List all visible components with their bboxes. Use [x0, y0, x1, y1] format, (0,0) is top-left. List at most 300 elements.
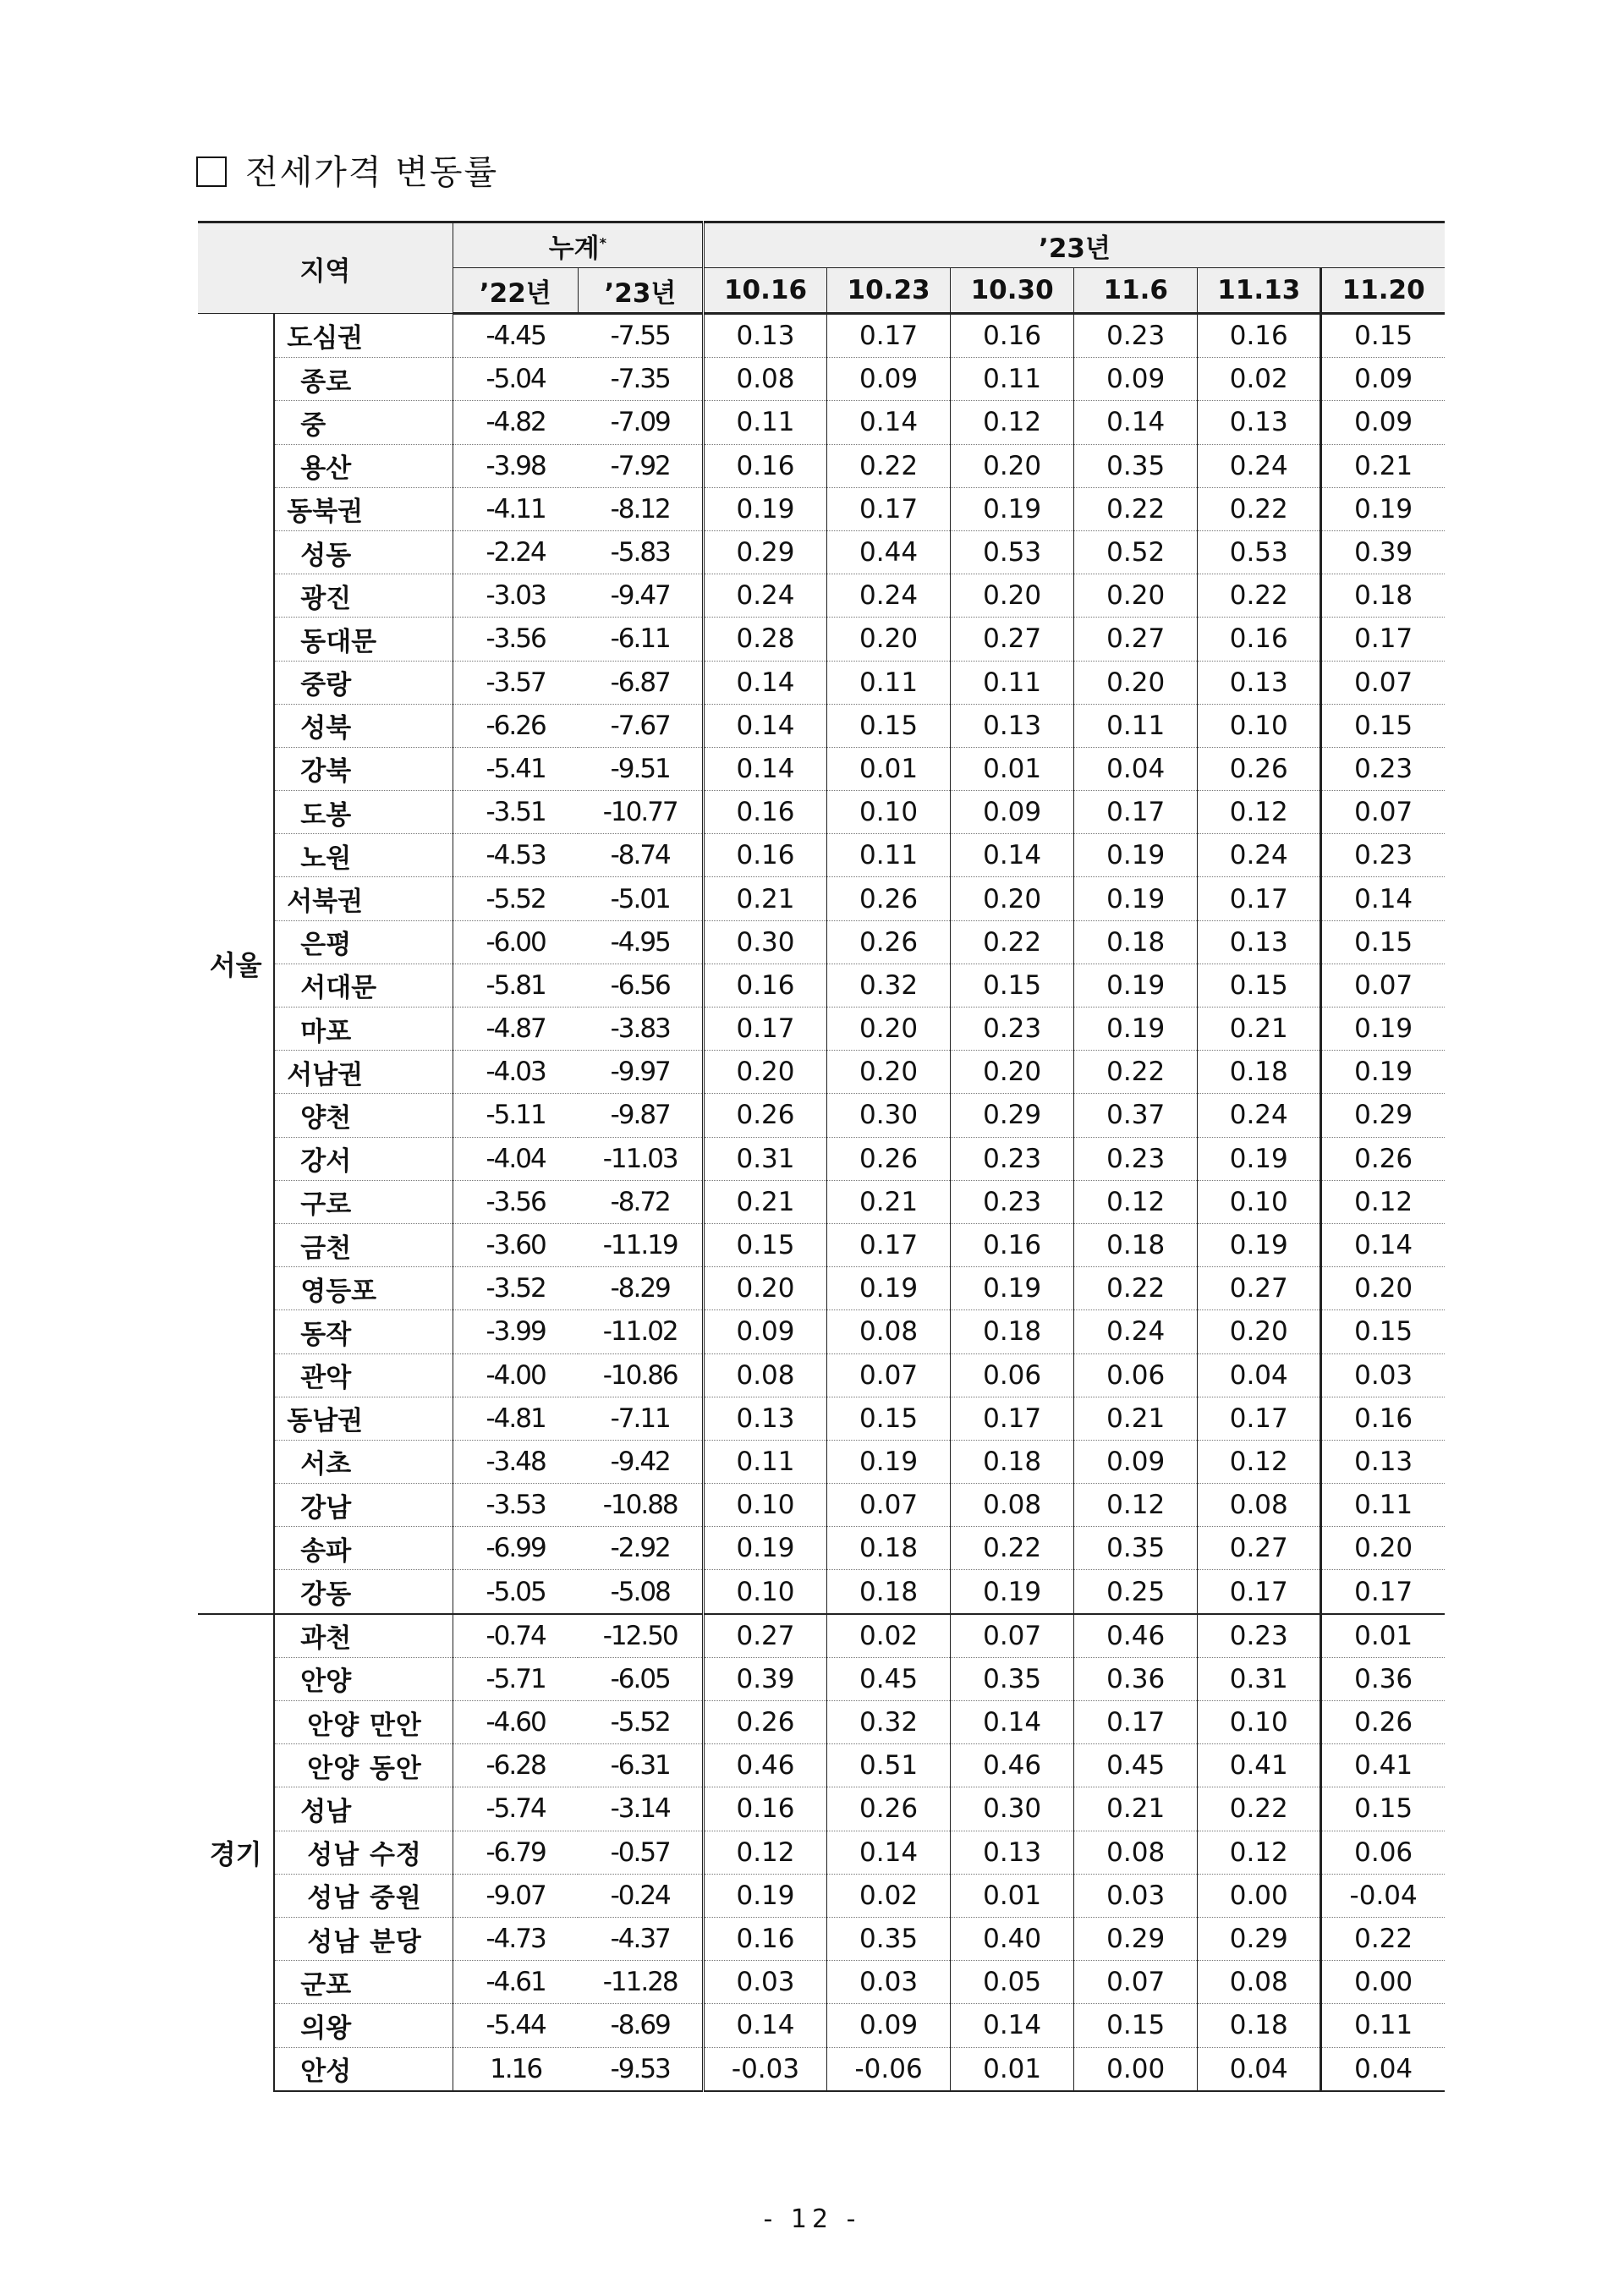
weekly-change-value: 0.30	[703, 920, 826, 964]
weekly-change-value: 0.29	[703, 530, 826, 574]
weekly-change-value: 0.17	[827, 314, 951, 358]
weekly-change-value: 0.24	[1198, 1094, 1321, 1137]
cumulative-23: -9.53	[578, 2047, 703, 2091]
weekly-change-value: 0.18	[1198, 1051, 1321, 1094]
region-name: 동작	[274, 1310, 453, 1353]
weekly-change-value: 0.46	[951, 1744, 1074, 1787]
table-row	[198, 444, 1445, 487]
weekly-change-value: 0.12	[1321, 1180, 1445, 1223]
region-name: 광진	[274, 574, 453, 618]
cumulative-23: -8.69	[578, 2004, 703, 2047]
weekly-change-value: 0.20	[1198, 1310, 1321, 1353]
weekly-change-value: 0.53	[951, 530, 1074, 574]
weekly-change-value: 0.14	[703, 704, 826, 747]
weekly-change-value: 0.15	[1198, 964, 1321, 1007]
weekly-change-value: 0.01	[1321, 1614, 1445, 1658]
weekly-change-value: 0.15	[1074, 2004, 1198, 2047]
cumulative-22: -6.26	[453, 704, 578, 747]
cumulative-23: -5.01	[578, 877, 703, 920]
cumulative-22: -3.60	[453, 1223, 578, 1266]
cumulative-23: -8.12	[578, 487, 703, 530]
weekly-change-value: 0.22	[1074, 487, 1198, 530]
weekly-change-value: 0.53	[1198, 530, 1321, 574]
weekly-change-value: 0.19	[703, 1527, 826, 1570]
cumulative-22: -6.79	[453, 1831, 578, 1874]
weekly-change-value: 0.10	[827, 791, 951, 834]
weekly-change-value: 0.32	[827, 1701, 951, 1744]
weekly-change-value: 0.06	[951, 1353, 1074, 1397]
weekly-change-value: 0.20	[1074, 661, 1198, 704]
table-row	[198, 1614, 1445, 1658]
weekly-change-value: 0.21	[703, 877, 826, 920]
table-body	[198, 314, 1445, 2091]
weekly-change-value: 0.14	[951, 2004, 1074, 2047]
weekly-change-value: 0.08	[827, 1310, 951, 1353]
region-name: 서북권	[274, 877, 453, 920]
weekly-change-value: 0.16	[1198, 618, 1321, 661]
cumulative-23: -11.19	[578, 1223, 703, 1266]
cumulative-22: -3.98	[453, 444, 578, 487]
weekly-change-value: 0.21	[827, 1180, 951, 1223]
cumulative-23: -8.29	[578, 1267, 703, 1310]
weekly-change-value: 0.17	[1074, 791, 1198, 834]
weekly-change-value: 0.18	[951, 1440, 1074, 1483]
weekly-change-value: 0.46	[1074, 1614, 1198, 1658]
cumulative-22: -3.53	[453, 1484, 578, 1527]
weekly-change-value: 0.22	[1074, 1051, 1198, 1094]
weekly-change-value: 0.19	[1074, 834, 1198, 877]
weekly-change-value: 0.36	[1074, 1657, 1198, 1700]
weekly-change-value: 0.10	[703, 1570, 826, 1614]
header-col-22: ’22년	[453, 268, 578, 314]
weekly-change-value: -0.04	[1321, 1874, 1445, 1917]
weekly-change-value: 0.12	[1074, 1484, 1198, 1527]
region-name: 성남 수정	[274, 1831, 453, 1874]
region-name: 안성	[274, 2047, 453, 2091]
table-row	[198, 2047, 1445, 2091]
weekly-change-value: 0.37	[1074, 1094, 1198, 1137]
cumulative-23: -7.67	[578, 704, 703, 747]
weekly-change-value: 0.21	[1321, 444, 1445, 487]
weekly-change-value: 0.21	[1198, 1007, 1321, 1051]
region-name: 금천	[274, 1223, 453, 1266]
weekly-change-value: 0.05	[951, 1961, 1074, 2004]
weekly-change-value: 0.18	[1074, 1223, 1198, 1266]
cumulative-22: -4.87	[453, 1007, 578, 1051]
cumulative-23: -12.50	[578, 1614, 703, 1658]
region-name: 성북	[274, 704, 453, 747]
weekly-change-value: 0.21	[703, 1180, 826, 1223]
weekly-change-value: 0.14	[703, 2004, 826, 2047]
weekly-change-value: 0.08	[703, 1353, 826, 1397]
table-row	[198, 791, 1445, 834]
weekly-change-value: 0.18	[827, 1527, 951, 1570]
weekly-change-value: 0.10	[703, 1484, 826, 1527]
weekly-change-value: 0.12	[1198, 1440, 1321, 1483]
table-row	[198, 1527, 1445, 1570]
weekly-change-value: 0.39	[1321, 530, 1445, 574]
weekly-change-value: 0.29	[1074, 1917, 1198, 1960]
weekly-change-value: 0.17	[703, 1007, 826, 1051]
weekly-change-value: 0.29	[1321, 1094, 1445, 1137]
table-row	[198, 1657, 1445, 1700]
table-row	[198, 1744, 1445, 1787]
weekly-change-value: 0.13	[703, 314, 826, 358]
table-row	[198, 1701, 1445, 1744]
region-name: 강남	[274, 1484, 453, 1527]
table-row	[198, 1397, 1445, 1440]
table-row	[198, 401, 1445, 444]
weekly-change-value: 0.19	[1321, 1051, 1445, 1094]
cumulative-22: -4.03	[453, 1051, 578, 1094]
header-date: 10.30	[951, 268, 1074, 314]
weekly-change-value: 0.23	[1074, 1137, 1198, 1180]
cumulative-22: -5.74	[453, 1787, 578, 1831]
cumulative-23: -10.86	[578, 1353, 703, 1397]
weekly-change-value: 0.09	[703, 1310, 826, 1353]
weekly-change-value: 0.08	[1074, 1831, 1198, 1874]
region-name: 동남권	[274, 1397, 453, 1440]
weekly-change-value: 0.16	[951, 314, 1074, 358]
table-row	[198, 1570, 1445, 1614]
weekly-change-value: 0.15	[1321, 920, 1445, 964]
weekly-change-value: 0.03	[1321, 1353, 1445, 1397]
cumulative-23: -7.35	[578, 358, 703, 401]
weekly-change-value: 0.07	[951, 1614, 1074, 1658]
weekly-change-value: 0.40	[951, 1917, 1074, 1960]
weekly-change-value: 0.10	[1198, 704, 1321, 747]
cumulative-23: -8.72	[578, 1180, 703, 1223]
weekly-change-value: 0.11	[1321, 1484, 1445, 1527]
region-name: 송파	[274, 1527, 453, 1570]
table-row	[198, 1484, 1445, 1527]
cumulative-23: -11.28	[578, 1961, 703, 2004]
weekly-change-value: 0.20	[951, 444, 1074, 487]
region-name: 의왕	[274, 2004, 453, 2047]
table-row	[198, 1917, 1445, 1960]
cumulative-22: -3.57	[453, 661, 578, 704]
cumulative-22: -4.82	[453, 401, 578, 444]
cumulative-22: -3.56	[453, 1180, 578, 1223]
weekly-change-value: 0.00	[1321, 1961, 1445, 2004]
weekly-change-value: 0.19	[703, 487, 826, 530]
weekly-change-value: 0.07	[827, 1353, 951, 1397]
cumulative-23: -8.74	[578, 834, 703, 877]
weekly-change-value: 0.22	[1074, 1267, 1198, 1310]
weekly-change-value: 0.13	[1198, 920, 1321, 964]
weekly-change-value: 0.19	[703, 1874, 826, 1917]
weekly-change-value: 0.18	[951, 1310, 1074, 1353]
cumulative-23: -6.87	[578, 661, 703, 704]
weekly-change-value: 0.16	[703, 1917, 826, 1960]
weekly-change-value: 0.14	[951, 1701, 1074, 1744]
table-row	[198, 1094, 1445, 1137]
weekly-change-value: 0.22	[827, 444, 951, 487]
weekly-change-value: 0.21	[1074, 1397, 1198, 1440]
weekly-change-value: 0.18	[1321, 574, 1445, 618]
table-row	[198, 1961, 1445, 2004]
weekly-change-value: 0.09	[1074, 358, 1198, 401]
weekly-change-value: 0.14	[1321, 1223, 1445, 1266]
region-name: 안양 만안	[274, 1701, 453, 1744]
region-name: 동대문	[274, 618, 453, 661]
weekly-change-value: 0.07	[1321, 791, 1445, 834]
weekly-change-value: 0.12	[1198, 1831, 1321, 1874]
header-cumulative-mark: *	[599, 234, 607, 251]
cumulative-23: -10.88	[578, 1484, 703, 1527]
header-cumulative	[453, 222, 703, 268]
weekly-change-value: 0.03	[703, 1961, 826, 2004]
cumulative-22: -2.24	[453, 530, 578, 574]
weekly-change-value: 0.14	[1074, 401, 1198, 444]
weekly-change-value: 0.23	[951, 1180, 1074, 1223]
weekly-change-value: 0.01	[951, 747, 1074, 790]
table-row	[198, 358, 1445, 401]
weekly-change-value: 0.14	[703, 661, 826, 704]
table-row	[198, 1787, 1445, 1831]
weekly-change-value: -0.06	[827, 2047, 951, 2091]
weekly-change-value: 0.17	[1321, 618, 1445, 661]
region-name: 과천	[274, 1614, 453, 1658]
weekly-change-value: 0.19	[1321, 487, 1445, 530]
region-name: 영등포	[274, 1267, 453, 1310]
weekly-change-value: 0.03	[1074, 1874, 1198, 1917]
region-name: 군포	[274, 1961, 453, 2004]
region-name: 강북	[274, 747, 453, 790]
weekly-change-value: 0.19	[1198, 1137, 1321, 1180]
table-row	[198, 747, 1445, 790]
weekly-change-value: 0.17	[1074, 1701, 1198, 1744]
weekly-change-value: 0.04	[1321, 2047, 1445, 2091]
checkbox-square-icon	[196, 156, 227, 187]
weekly-change-value: 0.09	[827, 2004, 951, 2047]
cumulative-22: -3.52	[453, 1267, 578, 1310]
cumulative-22: -5.81	[453, 964, 578, 1007]
weekly-change-value: 0.09	[827, 358, 951, 401]
cumulative-22: -5.52	[453, 877, 578, 920]
weekly-change-value: 0.23	[1321, 747, 1445, 790]
table-row	[198, 661, 1445, 704]
weekly-change-value: 0.35	[1074, 444, 1198, 487]
weekly-change-value: 0.13	[703, 1397, 826, 1440]
weekly-change-value: 0.26	[703, 1094, 826, 1137]
weekly-change-value: 0.13	[1198, 661, 1321, 704]
weekly-change-value: 0.15	[827, 1397, 951, 1440]
region-name: 노원	[274, 834, 453, 877]
weekly-change-value: 0.16	[1198, 314, 1321, 358]
weekly-change-value: 0.17	[1321, 1570, 1445, 1614]
weekly-change-value: 0.12	[703, 1831, 826, 1874]
weekly-change-value: 0.03	[827, 1961, 951, 2004]
weekly-change-value: 0.16	[703, 834, 826, 877]
weekly-change-value: 0.26	[827, 877, 951, 920]
weekly-change-value: 0.17	[827, 1223, 951, 1266]
weekly-change-value: 0.04	[1198, 2047, 1321, 2091]
weekly-change-value: 0.20	[1321, 1527, 1445, 1570]
header-cumulative-label: 누계	[548, 233, 600, 264]
weekly-change-value: 0.26	[703, 1701, 826, 1744]
weekly-change-value: 0.04	[1074, 747, 1198, 790]
cumulative-22: -6.99	[453, 1527, 578, 1570]
region-name: 중랑	[274, 661, 453, 704]
region-name: 성동	[274, 530, 453, 574]
weekly-change-value: 0.11	[951, 358, 1074, 401]
weekly-change-value: 0.06	[1321, 1831, 1445, 1874]
weekly-change-value: 0.16	[951, 1223, 1074, 1266]
weekly-change-value: 0.15	[1321, 1787, 1445, 1831]
weekly-change-value: 0.24	[827, 574, 951, 618]
weekly-change-value: 0.20	[827, 1007, 951, 1051]
cumulative-22: -4.60	[453, 1701, 578, 1744]
weekly-change-value: 0.14	[827, 401, 951, 444]
weekly-change-value: 0.16	[703, 1787, 826, 1831]
weekly-change-value: 0.41	[1198, 1744, 1321, 1787]
table-row	[198, 1310, 1445, 1353]
weekly-change-value: 0.19	[1074, 1007, 1198, 1051]
weekly-change-value: 0.27	[1074, 618, 1198, 661]
weekly-change-value: 0.15	[827, 704, 951, 747]
table-row	[198, 1180, 1445, 1223]
weekly-change-value: 0.29	[951, 1094, 1074, 1137]
cumulative-22: -5.71	[453, 1657, 578, 1700]
cumulative-22: -4.00	[453, 1353, 578, 1397]
table-row	[198, 964, 1445, 1007]
weekly-change-value: 0.20	[951, 574, 1074, 618]
table-row	[198, 1267, 1445, 1310]
region-name: 강동	[274, 1570, 453, 1614]
weekly-change-value: 0.19	[951, 487, 1074, 530]
region-name: 성남 분당	[274, 1917, 453, 1960]
weekly-change-value: 0.01	[827, 747, 951, 790]
header-date: 11.20	[1321, 268, 1445, 314]
weekly-change-value: 0.20	[827, 618, 951, 661]
cumulative-23: -0.57	[578, 1831, 703, 1874]
weekly-change-value: 0.20	[1321, 1267, 1445, 1310]
weekly-change-value: 0.12	[951, 401, 1074, 444]
region-name: 은평	[274, 920, 453, 964]
table-row	[198, 834, 1445, 877]
weekly-change-value: 0.51	[827, 1744, 951, 1787]
weekly-change-value: 0.24	[1198, 834, 1321, 877]
weekly-change-value: 0.07	[1074, 1961, 1198, 2004]
weekly-change-value: 0.08	[951, 1484, 1074, 1527]
weekly-change-value: 0.15	[703, 1223, 826, 1266]
weekly-change-value: 0.16	[703, 444, 826, 487]
header-region: 지역	[198, 222, 453, 314]
weekly-change-value: 0.11	[703, 401, 826, 444]
table-row	[198, 1223, 1445, 1266]
weekly-change-value: 0.17	[951, 1397, 1074, 1440]
table-row	[198, 1353, 1445, 1397]
weekly-change-value: 0.29	[1198, 1917, 1321, 1960]
cumulative-23: -6.56	[578, 964, 703, 1007]
weekly-change-value: 0.11	[1321, 2004, 1445, 2047]
weekly-change-value: 0.46	[703, 1744, 826, 1787]
cumulative-23: -5.08	[578, 1570, 703, 1614]
weekly-change-value: 0.22	[1198, 1787, 1321, 1831]
table-row	[198, 530, 1445, 574]
region-group-label: 서울	[198, 314, 274, 1614]
weekly-change-value: 0.12	[1198, 791, 1321, 834]
weekly-change-value: 0.35	[1074, 1527, 1198, 1570]
weekly-change-value: 0.22	[1321, 1917, 1445, 1960]
weekly-change-value: 0.14	[703, 747, 826, 790]
weekly-change-value: 0.16	[1321, 1397, 1445, 1440]
cumulative-23: -6.05	[578, 1657, 703, 1700]
region-group-label: 경기	[198, 1614, 274, 2091]
header-date: 11.6	[1074, 268, 1198, 314]
weekly-change-value: 0.20	[951, 877, 1074, 920]
weekly-change-value: 0.23	[1321, 834, 1445, 877]
cumulative-23: -9.42	[578, 1440, 703, 1483]
cumulative-22: -5.44	[453, 2004, 578, 2047]
weekly-change-value: 0.02	[1198, 358, 1321, 401]
weekly-change-value: 0.07	[827, 1484, 951, 1527]
weekly-change-value: 0.20	[703, 1267, 826, 1310]
cumulative-23: -7.55	[578, 314, 703, 358]
table-header	[198, 222, 1445, 314]
table-row	[198, 704, 1445, 747]
weekly-change-value: 0.24	[703, 574, 826, 618]
cumulative-22: -3.56	[453, 618, 578, 661]
weekly-change-value: 0.12	[1074, 1180, 1198, 1223]
weekly-change-value: 0.23	[951, 1007, 1074, 1051]
table-row	[198, 574, 1445, 618]
cumulative-23: -3.83	[578, 1007, 703, 1051]
header-year-2023: ’23년	[703, 222, 1445, 268]
weekly-change-value: 0.08	[703, 358, 826, 401]
weekly-change-value: 0.45	[827, 1657, 951, 1700]
weekly-change-value: 0.27	[1198, 1267, 1321, 1310]
region-name: 안양 동안	[274, 1744, 453, 1787]
weekly-change-value: 0.32	[827, 964, 951, 1007]
cumulative-23: -5.52	[578, 1701, 703, 1744]
weekly-change-value: 0.22	[951, 1527, 1074, 1570]
weekly-change-value: 0.30	[827, 1094, 951, 1137]
cumulative-22: -3.48	[453, 1440, 578, 1483]
weekly-change-value: 0.21	[1074, 1787, 1198, 1831]
weekly-change-value: 0.20	[1074, 574, 1198, 618]
weekly-change-value: 0.14	[1321, 877, 1445, 920]
cumulative-22: -5.41	[453, 747, 578, 790]
cumulative-22: -4.04	[453, 1137, 578, 1180]
weekly-change-value: 0.09	[951, 791, 1074, 834]
weekly-change-value: 0.35	[951, 1657, 1074, 1700]
weekly-change-value: 0.20	[703, 1051, 826, 1094]
weekly-change-value: 0.35	[827, 1917, 951, 1960]
weekly-change-value: 0.41	[1321, 1744, 1445, 1787]
weekly-change-value: 0.31	[703, 1137, 826, 1180]
weekly-change-value: 0.15	[1321, 704, 1445, 747]
region-name: 안양	[274, 1657, 453, 1700]
region-name: 도심권	[274, 314, 453, 358]
cumulative-23: -9.47	[578, 574, 703, 618]
table-row	[198, 618, 1445, 661]
weekly-change-value: 0.24	[1198, 444, 1321, 487]
region-name: 성남	[274, 1787, 453, 1831]
weekly-change-value: 0.16	[703, 964, 826, 1007]
cumulative-22: -4.81	[453, 1397, 578, 1440]
region-name: 마포	[274, 1007, 453, 1051]
weekly-change-value: 0.19	[1074, 964, 1198, 1007]
table-row	[198, 1007, 1445, 1051]
weekly-change-value: 0.11	[1074, 704, 1198, 747]
table-row	[198, 1440, 1445, 1483]
jeonse-price-change-table	[198, 221, 1445, 2092]
region-name: 중	[274, 401, 453, 444]
cumulative-23: -11.02	[578, 1310, 703, 1353]
header-date: 11.13	[1198, 268, 1321, 314]
